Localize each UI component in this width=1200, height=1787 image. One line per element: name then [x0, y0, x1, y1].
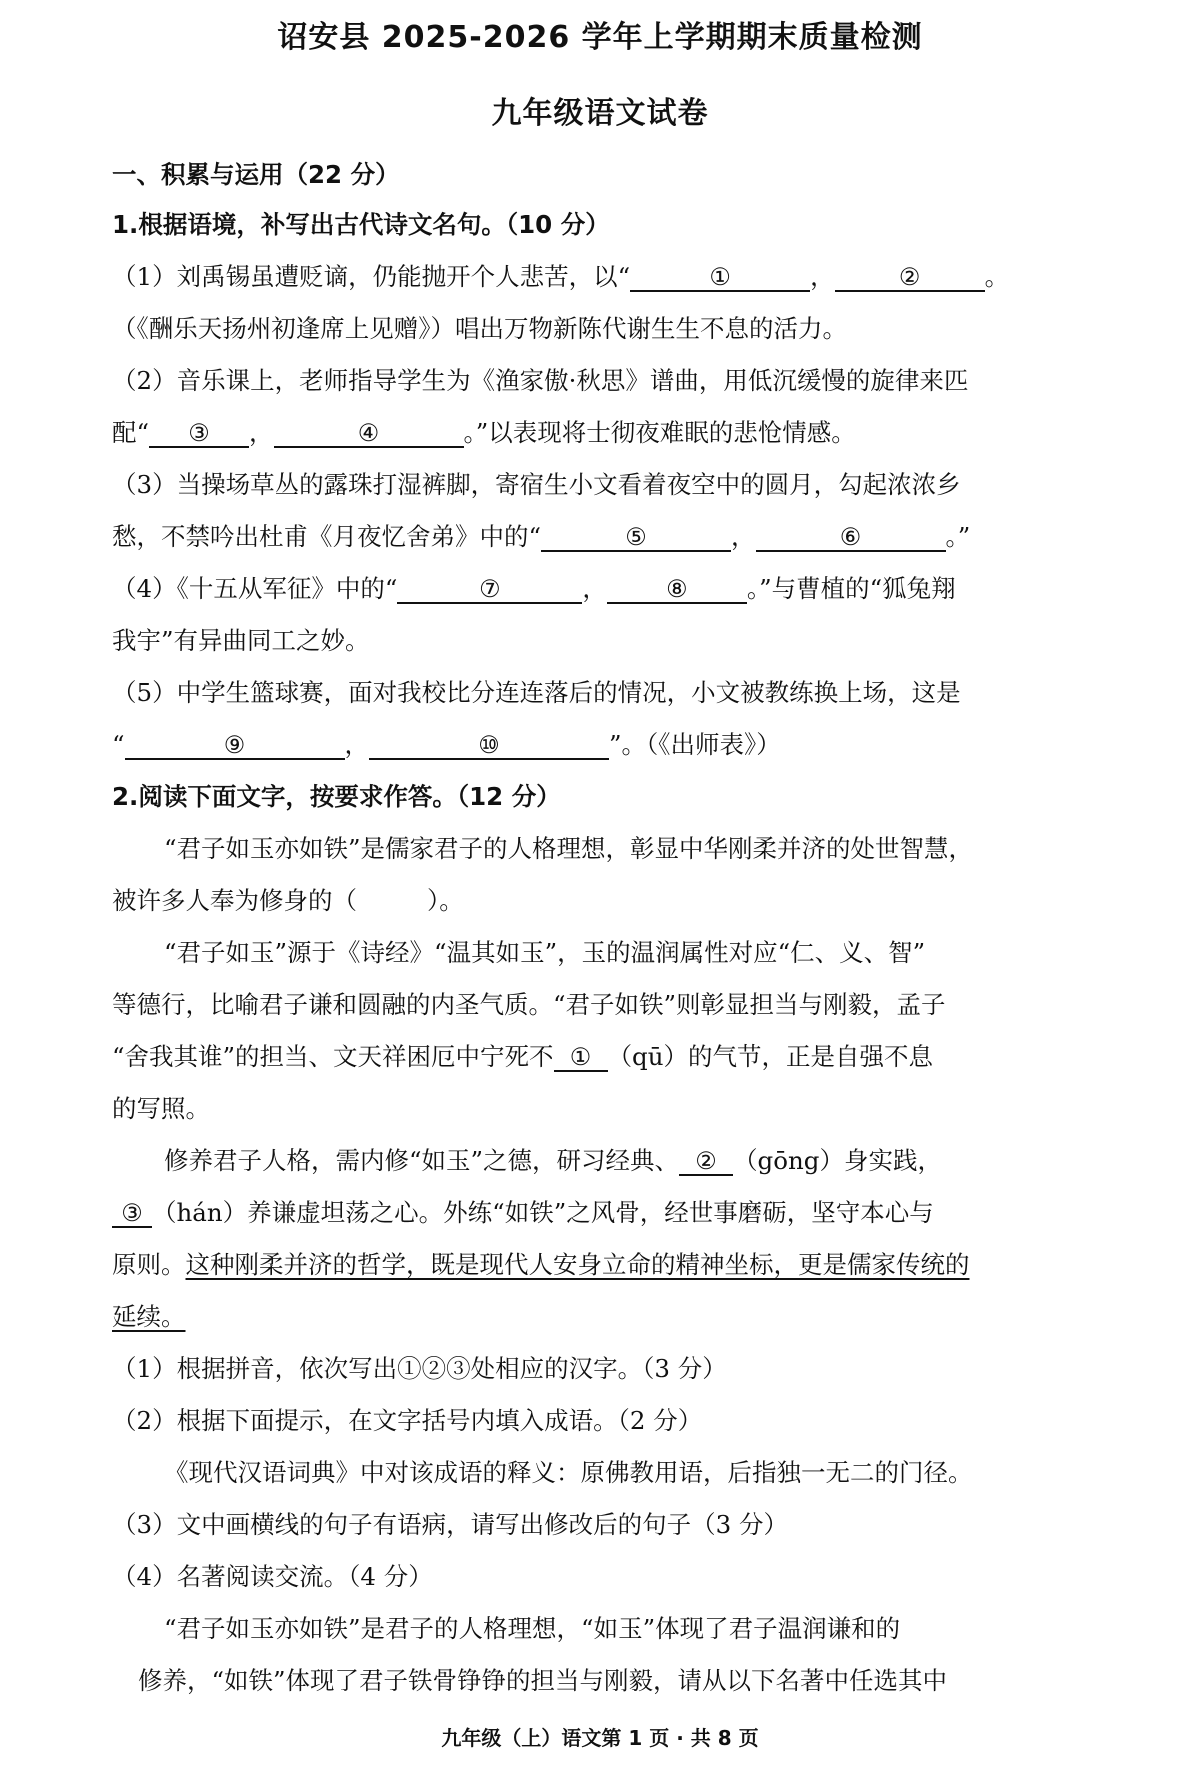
passage-para-2-line-d: 的写照。 — [112, 1094, 210, 1123]
passage-para-3-line-d — [112, 1302, 1102, 1332]
q1-item-5-line-a: （5）中学生篮球赛，面对我校比分连连落后的情况，小文被教练换上场，这是 — [112, 678, 961, 707]
q1-item-3-line-b: 愁，不禁吟出杜甫《月夜忆舍弟》中的“ ⑤ ， ⑥ 。” — [112, 522, 971, 551]
char-blank-1[interactable]: ① — [554, 1044, 608, 1072]
passage-para-2-line-b: 等德行，比喻君子谦和圆融的内圣气质。“君子如铁”则彰显担当与刚毅，孟子 — [112, 990, 946, 1019]
q1-item-1-line-b: （《酬乐天扬州初逢席上见赠》）唱出万物新陈代谢生生不息的活力。 — [112, 314, 847, 343]
question-1-stem: 1.根据语境，补写出古代诗文名句。（10 分） — [112, 210, 610, 239]
q2-sub-2: （2）根据下面提示，在文字括号内填入成语。（2 分） — [112, 1406, 703, 1435]
q1-item-2-line-a: （2）音乐课上，老师指导学生为《渔家傲·秋思》谱曲，用低沉缓慢的旋律来匹 — [112, 366, 969, 395]
question-2-stem: 2.阅读下面文字，按要求作答。（12 分） — [112, 782, 561, 811]
q2-sub-1: （1）根据拼音，依次写出①②③处相应的汉字。（3 分） — [112, 1354, 727, 1383]
page-footer: 九年级（上）语文第 1 页 · 共 8 页 — [441, 1726, 759, 1750]
q2-sub-2-hint: 《现代汉语词典》中对该成语的释义：原佛教用语，后指独一无二的门径。 — [164, 1458, 973, 1487]
answer-blank-7[interactable]: ⑦ — [397, 576, 582, 604]
passage-para-1-line-b: 被许多人奉为修身的（ ）。 — [112, 886, 464, 915]
answer-blank-8[interactable]: ⑧ — [607, 576, 747, 604]
answer-blank-5[interactable]: ⑤ — [541, 524, 731, 552]
char-blank-2[interactable]: ② — [679, 1148, 733, 1176]
passage-para-3-line-a: 修养君子人格，需内修“如玉”之德，研习经典、 ② （gōng）身实践， — [164, 1146, 942, 1175]
passage-para-2-line-a: “君子如玉”源于《诗经》“温其如玉”，玉的温润属性对应“仁、义、智” — [164, 938, 926, 967]
q1-item-4-line-a: （4）《十五从军征》中的“ ⑦ ， ⑧ 。”与曹植的“狐兔翔 — [112, 574, 956, 603]
q1-item-3-line-a: （3）当操场草丛的露珠打湿裤脚，寄宿生小文看着夜空中的圆月，勾起浓浓乡 — [112, 470, 961, 499]
passage-para-3-line-c: 原则。这种刚柔并济的哲学，既是现代人安身立命的精神坐标，更是儒家传统的 — [112, 1250, 970, 1279]
char-blank-3[interactable]: ③ — [112, 1200, 152, 1228]
answer-blank-3[interactable]: ③ — [149, 420, 249, 448]
passage-para-2-line-c: “舍我其谁”的担当、文天祥困厄中宁死不 ① （qū）的气节，正是自强不息 — [112, 1042, 934, 1071]
passage-para-1-line-a: “君子如玉亦如铁”是儒家君子的人格理想，彰显中华刚柔并济的处世智慧， — [164, 834, 974, 863]
passage-para-3-line-b: ③ （hán）养谦虚坦荡之心。外练“如铁”之风骨，经世事磨砺，坚守本心与 — [112, 1198, 1102, 1228]
q1-item-2-line-b: 配“ ③ ， ④ 。”以表现将士彻夜难眠的悲怆情感。 — [112, 418, 856, 447]
answer-blank-4[interactable]: ④ — [274, 420, 464, 448]
underlined-sentence-end: 延续。 — [112, 1302, 186, 1331]
q1-item-4-line-b: 我宇”有异曲同工之妙。 — [112, 626, 370, 655]
answer-blank-1[interactable]: ① — [630, 264, 810, 292]
q2-sub-4-line-b: 修养，“如铁”体现了君子铁骨铮铮的担当与刚毅，请从以下名著中任选其中 — [138, 1666, 948, 1695]
exam-title: 诏安县 2025-2026 学年上学期期末质量检测 — [277, 20, 923, 55]
q1-item-5-line-b: “ ⑨ ， ⑩ ”。（《出师表》） — [112, 730, 781, 759]
q1-item-1-line-a: （1）刘禹锡虽遭贬谪，仍能抛开个人悲苦，以“ ① ， ② 。 — [112, 262, 1010, 291]
answer-blank-9[interactable]: ⑨ — [125, 732, 345, 760]
q2-sub-4-line-a: “君子如玉亦如铁”是君子的人格理想，“如玉”体现了君子温润谦和的 — [164, 1614, 901, 1643]
q2-sub-4: （4）名著阅读交流。（4 分） — [112, 1562, 433, 1591]
section-heading: 一、积累与运用（22 分） — [112, 160, 400, 189]
answer-blank-10[interactable]: ⑩ — [369, 732, 609, 760]
underlined-sentence: 这种刚柔并济的哲学，既是现代人安身立命的精神坐标，更是儒家传统的 — [185, 1250, 970, 1279]
answer-blank-2[interactable]: ② — [835, 264, 985, 292]
q2-sub-3: （3）文中画横线的句子有语病，请写出修改后的句子（3 分） — [112, 1510, 788, 1539]
exam-subtitle: 九年级语文试卷 — [491, 96, 709, 131]
answer-blank-6[interactable]: ⑥ — [756, 524, 946, 552]
